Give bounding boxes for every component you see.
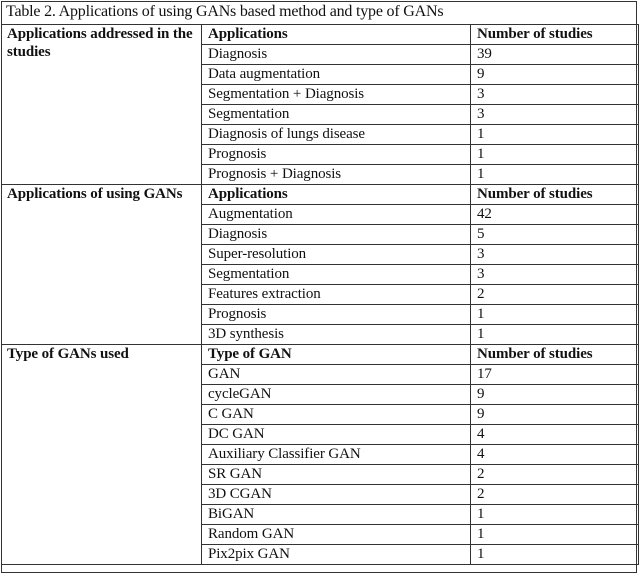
row-count: 3: [471, 265, 639, 285]
section-header-row: [2, 185, 639, 205]
row-count: 1: [471, 505, 639, 525]
row-count: 9: [471, 405, 639, 425]
row-count: 9: [471, 65, 639, 85]
column-header-name: Applications: [202, 185, 471, 205]
row-name: 3D synthesis: [202, 325, 471, 345]
row-count: 3: [471, 245, 639, 265]
row-count: 1: [471, 165, 639, 185]
table-caption: Table 2. Applications of using GANs based method and type of GANs: [6, 3, 444, 20]
column-header-count: Number of studies: [471, 345, 639, 365]
section-label: Applications addressed in the studies: [2, 25, 202, 185]
section-header-row: [2, 345, 639, 365]
row-name: Data augmentation: [202, 65, 471, 85]
row-count: 1: [471, 325, 639, 345]
section-header-row: [2, 25, 639, 45]
row-count: 1: [471, 145, 639, 165]
row-name: Segmentation + Diagnosis: [202, 85, 471, 105]
column-header-count: Number of studies: [471, 185, 639, 205]
row-count: 9: [471, 385, 639, 405]
row-name: Prognosis + Diagnosis: [202, 165, 471, 185]
section-label: Applications of using GANs: [2, 185, 202, 345]
row-name: BiGAN: [202, 505, 471, 525]
row-name: Super-resolution: [202, 245, 471, 265]
row-name: Features extraction: [202, 285, 471, 305]
row-name: C GAN: [202, 405, 471, 425]
row-count: 39: [471, 45, 639, 65]
row-count: 1: [471, 125, 639, 145]
row-name: Random GAN: [202, 525, 471, 545]
row-name: SR GAN: [202, 465, 471, 485]
row-name: GAN: [202, 365, 471, 385]
row-name: 3D CGAN: [202, 485, 471, 505]
row-name: Diagnosis of lungs disease: [202, 125, 471, 145]
row-count: 2: [471, 485, 639, 505]
row-count: 2: [471, 285, 639, 305]
row-count: 1: [471, 545, 639, 565]
row-count: 17: [471, 365, 639, 385]
row-count: 42: [471, 205, 639, 225]
row-count: 3: [471, 105, 639, 125]
row-name: Diagnosis: [202, 45, 471, 65]
row-count: 1: [471, 525, 639, 545]
column-header-name: Applications: [202, 25, 471, 45]
row-name: Segmentation: [202, 105, 471, 125]
row-name: Auxiliary Classifier GAN: [202, 445, 471, 465]
row-count: 2: [471, 465, 639, 485]
row-count: 3: [471, 85, 639, 105]
column-header-count: Number of studies: [471, 25, 639, 45]
row-name: DC GAN: [202, 425, 471, 445]
row-name: Prognosis: [202, 145, 471, 165]
row-name: cycleGAN: [202, 385, 471, 405]
row-name: Segmentation: [202, 265, 471, 285]
row-name: Diagnosis: [202, 225, 471, 245]
section-label: Type of GANs used: [2, 345, 202, 565]
row-count: 4: [471, 425, 639, 445]
row-count: 4: [471, 445, 639, 465]
column-header-name: Type of GAN: [202, 345, 471, 365]
row-name: Prognosis: [202, 305, 471, 325]
row-name: Augmentation: [202, 205, 471, 225]
gans-table: [1, 24, 639, 565]
row-count: 1: [471, 305, 639, 325]
row-name: Pix2pix GAN: [202, 545, 471, 565]
row-count: 5: [471, 225, 639, 245]
